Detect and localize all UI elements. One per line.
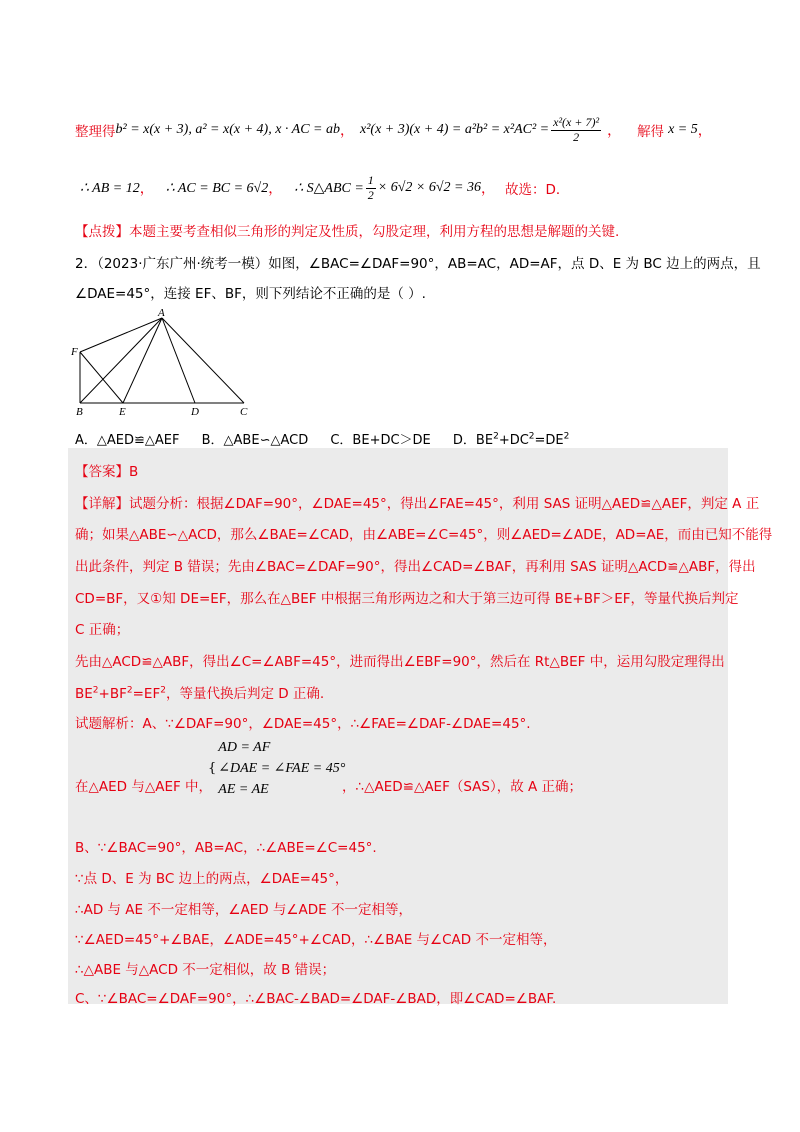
segment-AB <box>80 318 162 403</box>
line2-comma2: ， <box>268 181 283 197</box>
detail-line-9-post: ，∴△AED≌△AEF（SAS），故 A 正确； <box>342 779 583 795</box>
question-line-2: ∠DAE=45°，连接 EF、BF，则下列结论不正确的是（ ）. <box>75 286 426 302</box>
label-A: A <box>158 307 165 319</box>
label-D: D <box>191 406 199 418</box>
option-b: B．△ABE∽△ACD <box>201 433 309 448</box>
detail-line-4: CD=BF，又①知 DE=EF，那么在△BEF 中根据三角形两边之和大于第三边可得 BE+BF＞EF，等量代换后判定 <box>75 591 739 607</box>
system-lines <box>218 737 345 800</box>
detail-line-6: 先由△ACD≌△ABF，得出∠C=∠ABF=45°，进而得出∠EBF=90°，然后在 Rt△BEF 中，运用勾股定理得出 <box>75 654 725 670</box>
detail-line-2: 确；如果△ABE∽△ACD，那么∠BAE=∠CAD，由∠ABE=∠C=45°，则∠AED=∠ADE，AD=AE，而由已知不能得 <box>75 527 773 543</box>
line2-answer: 故选：D． <box>505 182 570 198</box>
equation-system <box>208 737 345 800</box>
line2-eq3-numerator: 1 <box>367 172 374 187</box>
geometry-figure <box>68 306 263 418</box>
line2-eq3-right: × 6√2 × 6√2 = 36 <box>377 180 482 195</box>
solution-line-2 <box>80 170 569 206</box>
segment-FE <box>80 352 123 403</box>
answer-label: 【答案】B <box>75 464 139 480</box>
line1-solve-label: 解得 <box>637 124 665 140</box>
line1-comma3: ， <box>697 123 712 139</box>
detail-line-1: 【详解】试题分析：根据∠DAF=90°，∠DAE=45°，得出∠FAE=45°，利用 SAS 证明△AED≌△AEF，判定 A 正 <box>75 496 760 512</box>
label-E: E <box>119 406 126 418</box>
line2-eq3-left: ∴ S△ABC = <box>294 180 364 196</box>
question-line-1: 2．（2023·广东广州·统考一模）如图，∠BAC=∠DAF=90°，AB=AC，AD=AF，点 D、E 为 BC 边上的两点，且 <box>75 256 761 272</box>
line1-comma2: ， <box>607 123 622 139</box>
detail-line-14: ∴△ABE 与△ACD 不一定相似，故 B 错误； <box>75 962 336 978</box>
detail-line-15: C、∵∠BAC=∠DAF=90°，∴∠BAC-∠BAD=∠DAF-∠BAD，即∠CAD=∠BAF. <box>75 991 557 1007</box>
option-d: D．$BE^2+DC^2=DE^2$ <box>452 431 570 448</box>
tip-text: 【点拨】本题主要考查相似三角形的判定及性质，勾股定理，利用方程的思想是解题的关键. <box>75 224 620 240</box>
detail-line-3: 出此条件，判定 B 错误；先由∠BAC=∠DAF=90°，得出∠CAD=∠BAF，再利用 SAS 证明△ACD≌△ABF，得出 <box>75 559 756 575</box>
line1-eq2-fraction <box>551 116 601 145</box>
detail-line-8: 试题解析：A、∵∠DAF=90°，∠DAE=45°，∴∠FAE=∠DAF-∠DAE=45°. <box>75 716 531 732</box>
segment-AE <box>123 318 162 403</box>
line1-prefix: 整理得 <box>75 124 116 140</box>
system-line-1: AD = AF <box>218 740 271 755</box>
line2-eq3-fraction <box>366 174 376 203</box>
option-a: A．△AED≌△AEF <box>75 433 180 448</box>
label-F: F <box>71 346 78 358</box>
detail-line-13: ∵∠AED=45°+∠BAE，∠ADE=45°+∠CAD，∴∠BAE 与∠CAD 不一定相等， <box>75 932 557 948</box>
detail-line-12: ∴AD 与 AE 不一定相等，∠AED 与∠ADE 不一定相等， <box>75 902 412 918</box>
line1-eq2-denominator: 2 <box>573 129 580 144</box>
detail-line-5: C 正确； <box>75 622 130 638</box>
line1-comma1: ， <box>340 123 354 139</box>
segment-AF <box>80 318 162 352</box>
line1-eq2-numerator: x²(x + 7)² <box>553 114 600 129</box>
detail-line-11: ∵点 D、E 为 BC 边上的两点，∠DAE=45°， <box>75 871 349 887</box>
label-C: C <box>240 406 248 418</box>
label-B: B <box>76 406 83 418</box>
options-row <box>75 429 569 448</box>
option-c: C．BE+DC＞DE <box>330 433 431 448</box>
line1-eq2-left: x²(x + 3)(x + 4) = a²b² = x²AC² = <box>360 122 550 137</box>
detail-line-10: B、∵∠BAC=90°，AB=AC，∴∠ABE=∠C=45°. <box>75 840 377 856</box>
system-line-2: ∠DAE = ∠FAE = 45° <box>218 761 346 776</box>
solution-line-1 <box>75 112 712 148</box>
system-line-3: AE = AE <box>218 782 269 797</box>
line1-solve-eq: x = 5 <box>668 122 698 137</box>
segment-AC <box>162 318 244 403</box>
line2-eq2: ∴ AC = BC = 6√2 <box>165 180 269 196</box>
system-brace: { <box>208 761 217 776</box>
line2-comma1: ， <box>139 181 154 197</box>
detail-line-9-pre: 在△AED 与△AEF 中， <box>75 779 213 795</box>
segment-AD <box>162 318 195 403</box>
line1-eq1: b² = x(x + 3), a² = x(x + 4), x · AC = ab <box>115 122 340 137</box>
line2-comma3: ， <box>481 181 496 197</box>
line2-eq3-denominator: 2 <box>367 187 374 202</box>
line2-eq1: ∴ AB = 12 <box>80 180 140 196</box>
detail-line-7: $BE^2+BF^2=EF^2$，等量代换后判定 D 正确. <box>75 685 325 702</box>
